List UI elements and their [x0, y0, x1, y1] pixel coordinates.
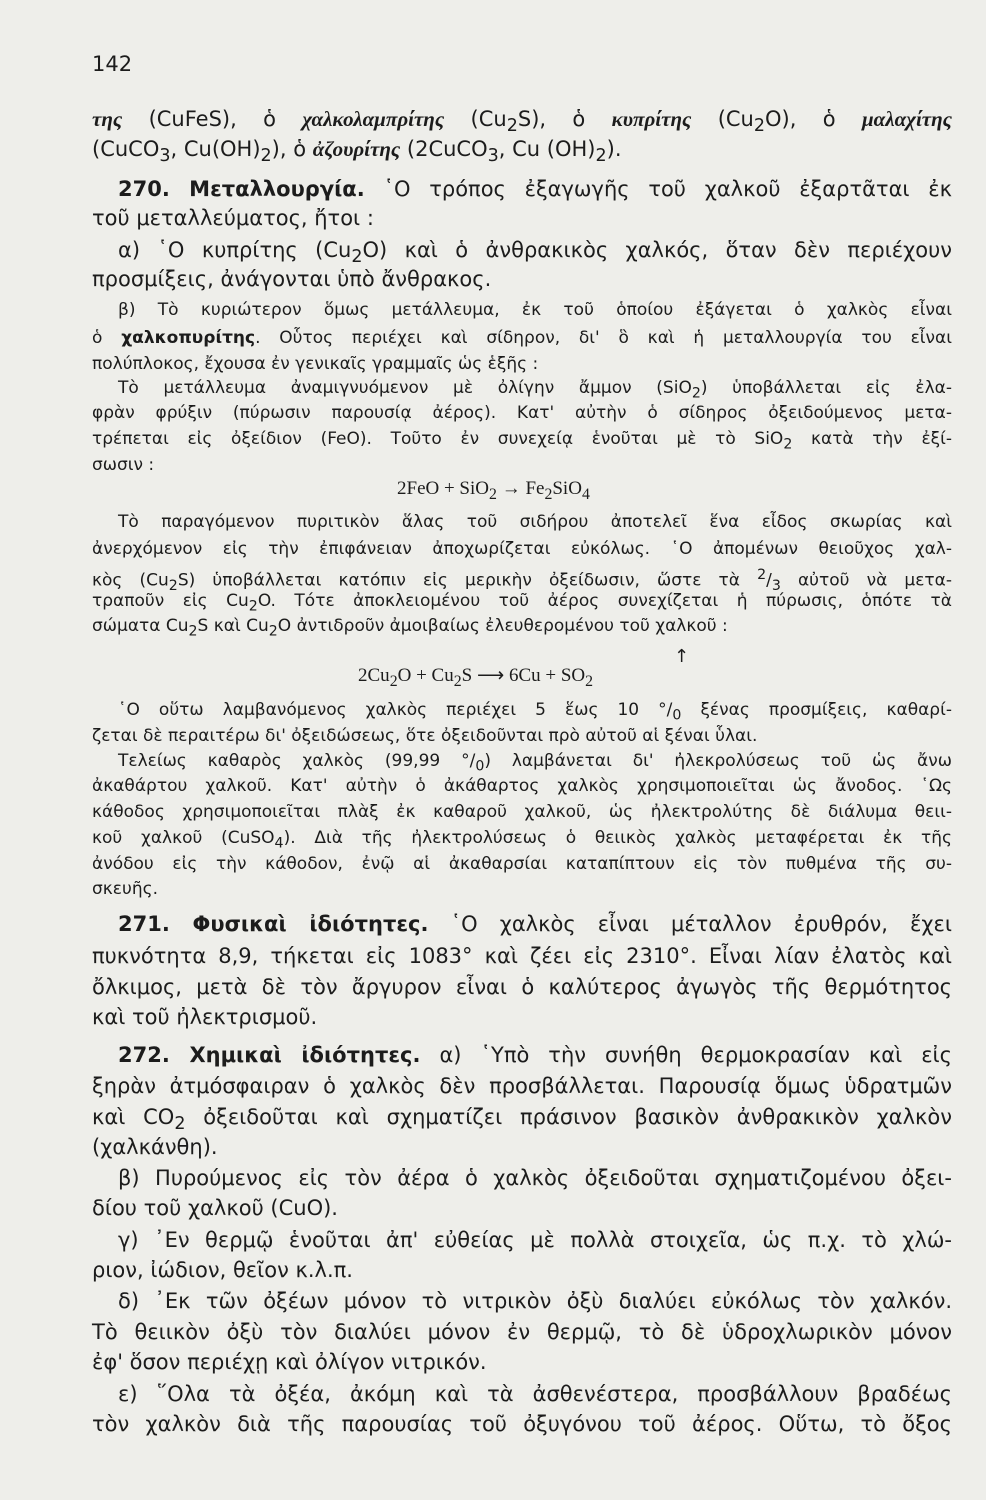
- text-line: σκευῆς.: [92, 879, 158, 899]
- text-line: καὶ $CO_2$ ὀξειδοῦται καὶ σχηματίζει πράσινον βασικὸν ἀνθρακικὸν χαλκὸν: [92, 1105, 952, 1135]
- page-number: 142: [92, 52, 133, 76]
- section-270-heading: 270. Μεταλλουργία. ῾Ο τρόπος ἐξαγωγῆς τοῦ χαλκοῦ ἐξαρτᾶται ἐκ: [118, 177, 952, 201]
- text-line: (χαλκάνθη).: [92, 1135, 218, 1159]
- text-line: Τὸ παραγόμενον πυριτικὸν ἅλας τοῦ σιδήρου ἀποτελεῖ ἕνα εἶδος σκωρίας καὶ: [118, 512, 952, 532]
- text-line: ῾Ο οὕτω λαμβανόμενος χαλκὸς περιέχει 5 ἕως 10 $^\circ/_0$ ξένας προσμίξεις, καθαρί-: [118, 700, 952, 724]
- text-line: α) ῾Ο κυπρίτης $(Cu_2O)$ καὶ ὁ ἀνθρακικὸς χαλκός, ὅταν δὲν περιέχουν: [118, 238, 953, 268]
- text-line: γ) ᾿Εν θερμῷ ἑνοῦται ἀπ' εὐθείας μὲ πολλὰ στοιχεῖα, ὡς π.χ. τὸ χλώ-: [118, 1228, 952, 1252]
- text-line: ὄλκιμος, μετὰ δὲ τὸν ἄργυρον εἶναι ὁ καλύτερος ἀγωγὸς τῆς θερμότητος: [92, 975, 952, 999]
- equation-feo-sio2: $2FeO + SiO_2 \to Fe_2SiO_4$: [397, 478, 590, 503]
- text-line: κὸς $(Cu_2S)$ ὑποβάλλεται κατόπιν εἰς μερικὴν ὀξείδωσιν, ὥστε τὰ $^2/_3$ αὐτοῦ νὰ μετα-: [92, 567, 952, 595]
- text-line: δίου τοῦ χαλκοῦ (CuO).: [92, 1196, 338, 1220]
- text-line: τραποῦν εἰς $Cu_2O$. Τότε ἀποκλειομένου τοῦ ἀέρος συνεχίζεται ἡ πύρωσις, ὁπότε τὰ: [92, 591, 952, 615]
- text-line: φρὰν φρύξιν (πύρωσιν παρουσίᾳ ἀέρος). Κατ' αὐτὴν ὁ σίδηρος ὀξειδούμενος μετα-: [92, 403, 952, 423]
- text-line: ἐφ' ὅσον περιέχῃ καὶ ὀλίγον νιτρικόν.: [92, 1350, 487, 1374]
- text-line: σωσιν :: [92, 455, 155, 475]
- text-line: ζεται δὲ περαιτέρω δι' ὀξειδώσεως, ὅτε ὀξειδοῦνται πρὸ αὐτοῦ αἱ ξέναι ὗλαι.: [92, 726, 758, 746]
- text-line: κοῦ χαλκοῦ (CuSO$_4$). Διὰ τῆς ἠλεκτρολύσεως ὁ θειικὸς χαλκὸς μεταφέρεται ἐκ τῆς: [92, 828, 953, 852]
- text-line: ἀνόδου εἰς τὴν κάθοδον, ἐνῷ αἱ ἀκαθαρσίαι καταπίπτουν εἰς τὸν πυθμένα τῆς συ-: [92, 854, 952, 874]
- text-line: τρέπεται εἰς ὀξείδιον (FeO). Τοῦτο ἐν συνεχείᾳ ἑνοῦται μὲ τὸ SiO$_2$ κατὰ τὴν ἐξί-: [92, 429, 952, 453]
- text-line: Τὸ θειικὸν ὀξὺ τὸν διαλύει μόνον ἐν θερμῷ, τὸ δὲ ὑδροχλωρικὸν μόνον: [92, 1320, 952, 1344]
- text-line: ὁ χαλκοπυρίτης. Οὗτος περιέχει καὶ σίδηρον, δι' ὃ καὶ ἡ μεταλλουργία του εἶναι: [92, 328, 953, 348]
- text-line: ριον, ἰώδιον, θεῖον κ.λ.π.: [92, 1258, 353, 1282]
- text-line: ἀκαθάρτου χαλκοῦ. Κατ' αὐτὴν ὁ ἀκάθαρτος χαλκὸς χρησιμοποιεῖται ὡς ἄνοδος. ῾Ως: [92, 776, 952, 796]
- text-line: δ) ᾿Εκ τῶν ὀξέων μόνον τὸ νιτρικὸν ὀξὺ διαλύει εὐκόλως τὸν χαλκόν.: [118, 1289, 952, 1313]
- text-line: τὸν χαλκὸν διὰ τῆς παρουσίας τοῦ ὀξυγόνου τοῦ ἀέρος. Οὕτω, τὸ ὄξος: [92, 1412, 952, 1436]
- text-line: προσμίξεις, ἀνάγονται ὑπὸ ἄνθρακος.: [92, 267, 492, 291]
- text-line: πυκνότητα 8,9, τήκεται εἰς 1083° καὶ ζέει εἰς 2310°. Εἶναι λίαν ἐλατὸς καὶ: [92, 944, 952, 968]
- text-line: κάθοδος χρησιμοποιεῖται πλὰξ ἐκ καθαροῦ χαλκοῦ, ὡς ἠλεκτρολύτης δὲ διάλυμα θειι-: [92, 802, 952, 822]
- text-line: τοῦ μεταλλεύματος, ἤτοι :: [92, 206, 374, 230]
- text-line: β) Τὸ κυριώτερον ὅμως μετάλλευμα, ἐκ τοῦ ὁποίου ἐξάγεται ὁ χαλκὸς εἶναι: [118, 300, 952, 320]
- text-line: ε) ῞Ολα τὰ ὀξέα, ἀκόμη καὶ τὰ ἀσθενέστερα, προσβάλλουν βραδέως: [118, 1382, 952, 1406]
- text-line: Τελείως καθαρὸς χαλκὸς (99,99 $^\circ/_0$) λαμβάνεται δι' ἠλεκρολύσεως τοῦ ὡς ἄνω: [118, 751, 952, 775]
- text-line: σώματα $Cu_2S$ καὶ $Cu_2O$ ἀντιδροῦν ἀμοιβαίως ἐλευθερομένου τοῦ χαλκοῦ :: [92, 616, 728, 640]
- text-line: πολύπλοκος, ἔχουσα ἐν γενικαῖς γραμμαῖς ὡς ἑξῆς :: [92, 354, 539, 374]
- text-line: ξηρὰν ἀτμόσφαιραν ὁ χαλκὸς δὲν προσβάλλεται. Παρουσίᾳ ὅμως ὑδρατμῶν: [92, 1074, 952, 1098]
- text-line: (CuCO$_3$, $Cu(OH)_2$), ὁ ἀζουρίτης (2CuCO$_3$, Cu $(OH)_2$).: [92, 137, 622, 167]
- text-line: ἀνερχόμενον εἰς τὴν ἐπιφάνειαν ἀποχωρίζεται εὐκόλως. ῾Ο ἀπομένων θειοῦχος χαλ-: [92, 539, 952, 559]
- text-line: β) Πυρούμενος εἰς τὸν ἀέρα ὁ χαλκὸς ὀξειδοῦται σχηματιζομένου ὀξει-: [118, 1166, 952, 1190]
- section-272-heading: 272. Χημικαὶ ἰδιότητες. α) ῾Υπὸ τὴν συνήθη θερμοκρασίαν καὶ εἰς: [118, 1043, 952, 1067]
- text-line: καὶ τοῦ ἠλεκτρισμοῦ.: [92, 1005, 318, 1029]
- gas-arrow-icon: ↑: [674, 646, 690, 667]
- section-271-heading: 271. Φυσικαὶ ἰδιότητες. ῾Ο χαλκὸς εἶναι μέταλλον ἐρυθρόν, ἔχει: [118, 912, 952, 936]
- text-line: της (CuFeS), ὁ χαλκολαμπρίτης $(Cu_2S)$, ὁ κυπρίτης $(Cu_2O)$, ὁ μαλαχίτης: [92, 107, 953, 137]
- equation-cu2o-cu2s: $2Cu_2O + Cu_2S$ ⟶ $6Cu + SO_2$: [358, 665, 594, 690]
- text-line: Τὸ μετάλλευμα ἀναμιγνυόμενον μὲ ὀλίγην ἄμμον (SiO$_2$) ὑποβάλλεται εἰς ἐλα-: [118, 378, 952, 402]
